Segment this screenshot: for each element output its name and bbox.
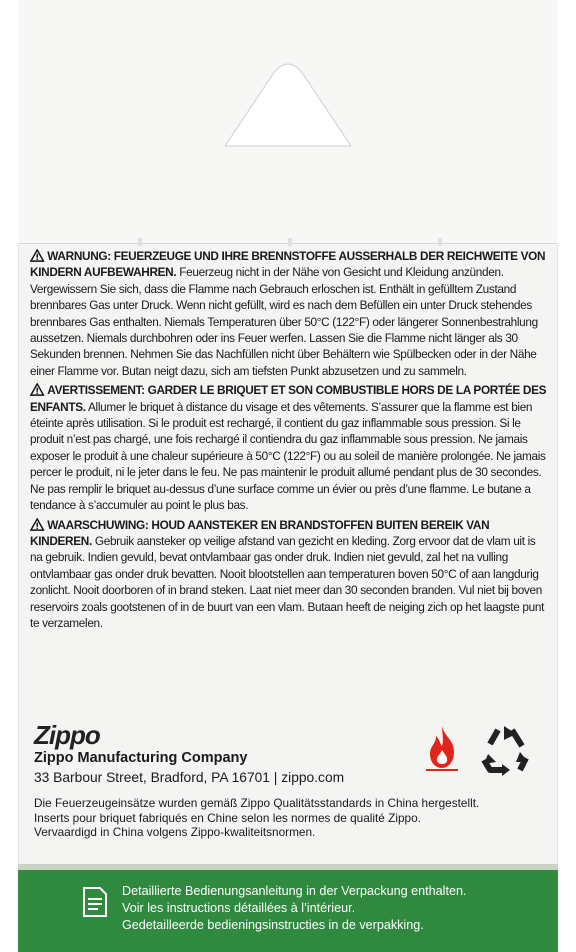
made-in-fr: Inserts pour briquet fabriqués en Chine selon les normes de qualité Zippo. — [34, 810, 421, 825]
made-in-notice — [34, 796, 534, 840]
warning-body: Feuerzeug nicht in der Nähe von Gesicht und Kleidung anzünden. Vergewissern Sie sich, dass die Flamme nach Gebrauch erloschen ist. Enthält in gefülltem Zustand brennbares Gas unter Druck. Wenn nicht gefüllt, wird es nach dem Befüllen ein unter Druck stehendes brennbares Gas enthalten. Niemals Temperaturen über 50°C (122°F) oder längerer Sonnenbestrahlung aussetzen. Niemals durchbohren oder ins Feuer werfen. Lassen Sie die Flamme nicht länger als 30 Sekunden brennen. Nehmen Sie das Nachfüllen nicht über Behältern wie Spülbecken oder in der Nähe einer Flamme vor. Butan neigt dazu, sich am tiefsten Punkt abzusetzen und zu sammeln. — [30, 265, 538, 378]
warning-fr — [30, 382, 546, 513]
instructions-nl: Gedetailleerde bedieningsinstructies in de verpakking. — [122, 918, 424, 932]
fold-notch — [438, 238, 442, 246]
zippo-logo: Zippo — [34, 720, 100, 750]
instructions-band — [18, 870, 558, 952]
instructions-de: Detaillierte Bedienungsanleitung in der Verpackung enthalten. — [122, 884, 467, 898]
warning-heading: WARNUNG: FEUERZEUGE UND IHRE BRENNSTOFFE AUSSERHALB DER REICHWEITE VON KINDERN AUFBEWAHREN. — [30, 249, 546, 280]
instructions-fr: Voir les instructions détaillées à l’intérieur. — [122, 901, 356, 915]
company-name: Zippo Manufacturing Company — [34, 750, 248, 766]
made-in-nl: Vervaardigd in China volgens Zippo-kwaliteitsnormen. — [34, 825, 316, 839]
warning-body: Allumer le briquet à distance du visage et des vêtements. S’assurer que la flamme est bien éteinte après utilisation. Si le produit est rechargé, il contient du gaz inflammable sous pression. Si le produit n’est pas chargé, une fois rechargé il contiendra du gaz inflammable sous pression. Ne jamais exposer le produit à une chaleur supérieure à 50°C (122°F) ou au soleil de manière prolongée. Ne jamais percer le produit, ni le jeter dans le feu. Ne pas maintenir le produit allumé pendant plus de 30 secondes. Ne pas remplir le briquet au-dessus d’une surface comme un évier ou près d’une flamme. Le butane a tendance à s’accumuler au point le plus bas. — [30, 399, 546, 513]
warning-triangle-icon — [30, 383, 44, 396]
warning-triangle-icon — [30, 518, 44, 531]
warnings-block — [30, 248, 546, 634]
hanger-tab — [18, 0, 558, 245]
flammable-flame-icon — [422, 724, 462, 772]
company-address: 33 Barbour Street, Bradford, PA 16701 | zippo.com — [34, 770, 345, 785]
hang-hole — [221, 60, 355, 150]
instructions-document-icon — [82, 886, 108, 918]
warning-triangle-icon — [30, 249, 44, 262]
warning-nl — [30, 517, 546, 632]
instructions-text — [122, 883, 466, 934]
warning-de — [30, 248, 546, 379]
fold-notch — [138, 238, 142, 246]
fold-notch — [288, 238, 292, 246]
warning-body: Gebruik aansteker op veilige afstand van gezicht en kleding. Zorg ervoor dat de vlam uit is na gebruik. Indien gevuld, bevat ontvlambaar gas onder druk. Indien niet gevuld, zal het na vulling ontvlambaar gas onder druk bevatten. Nooit blootstellen aan temperaturen boven 50°C of aan langdurig zonlicht. Nooit doorboren of in brand steken. Laat niet meer dan 30 seconden branden. Vul niet bij boven reservoirs zoals gootstenen of in de buurt van een vlam. Butaan heeft de neiging zich op het laagste punt te verzamelen. — [30, 533, 545, 630]
warning-heading: AVERTISSEMENT: GARDER LE BRIQUET ET SON COMBUSTIBLE HORS DE LA PORTÉE DES ENFANTS. — [30, 383, 547, 414]
warning-heading: WAARSCHUWING: HOUD AANSTEKER EN BRANDSTOFFEN BUITEN BEREIK VAN KINDEREN. — [30, 517, 490, 548]
made-in-de: Die Feuerzeugeinsätze wurden gemäß Zippo Qualitätsstandards in China hergestellt. — [34, 796, 480, 810]
recycle-icon — [476, 724, 534, 776]
